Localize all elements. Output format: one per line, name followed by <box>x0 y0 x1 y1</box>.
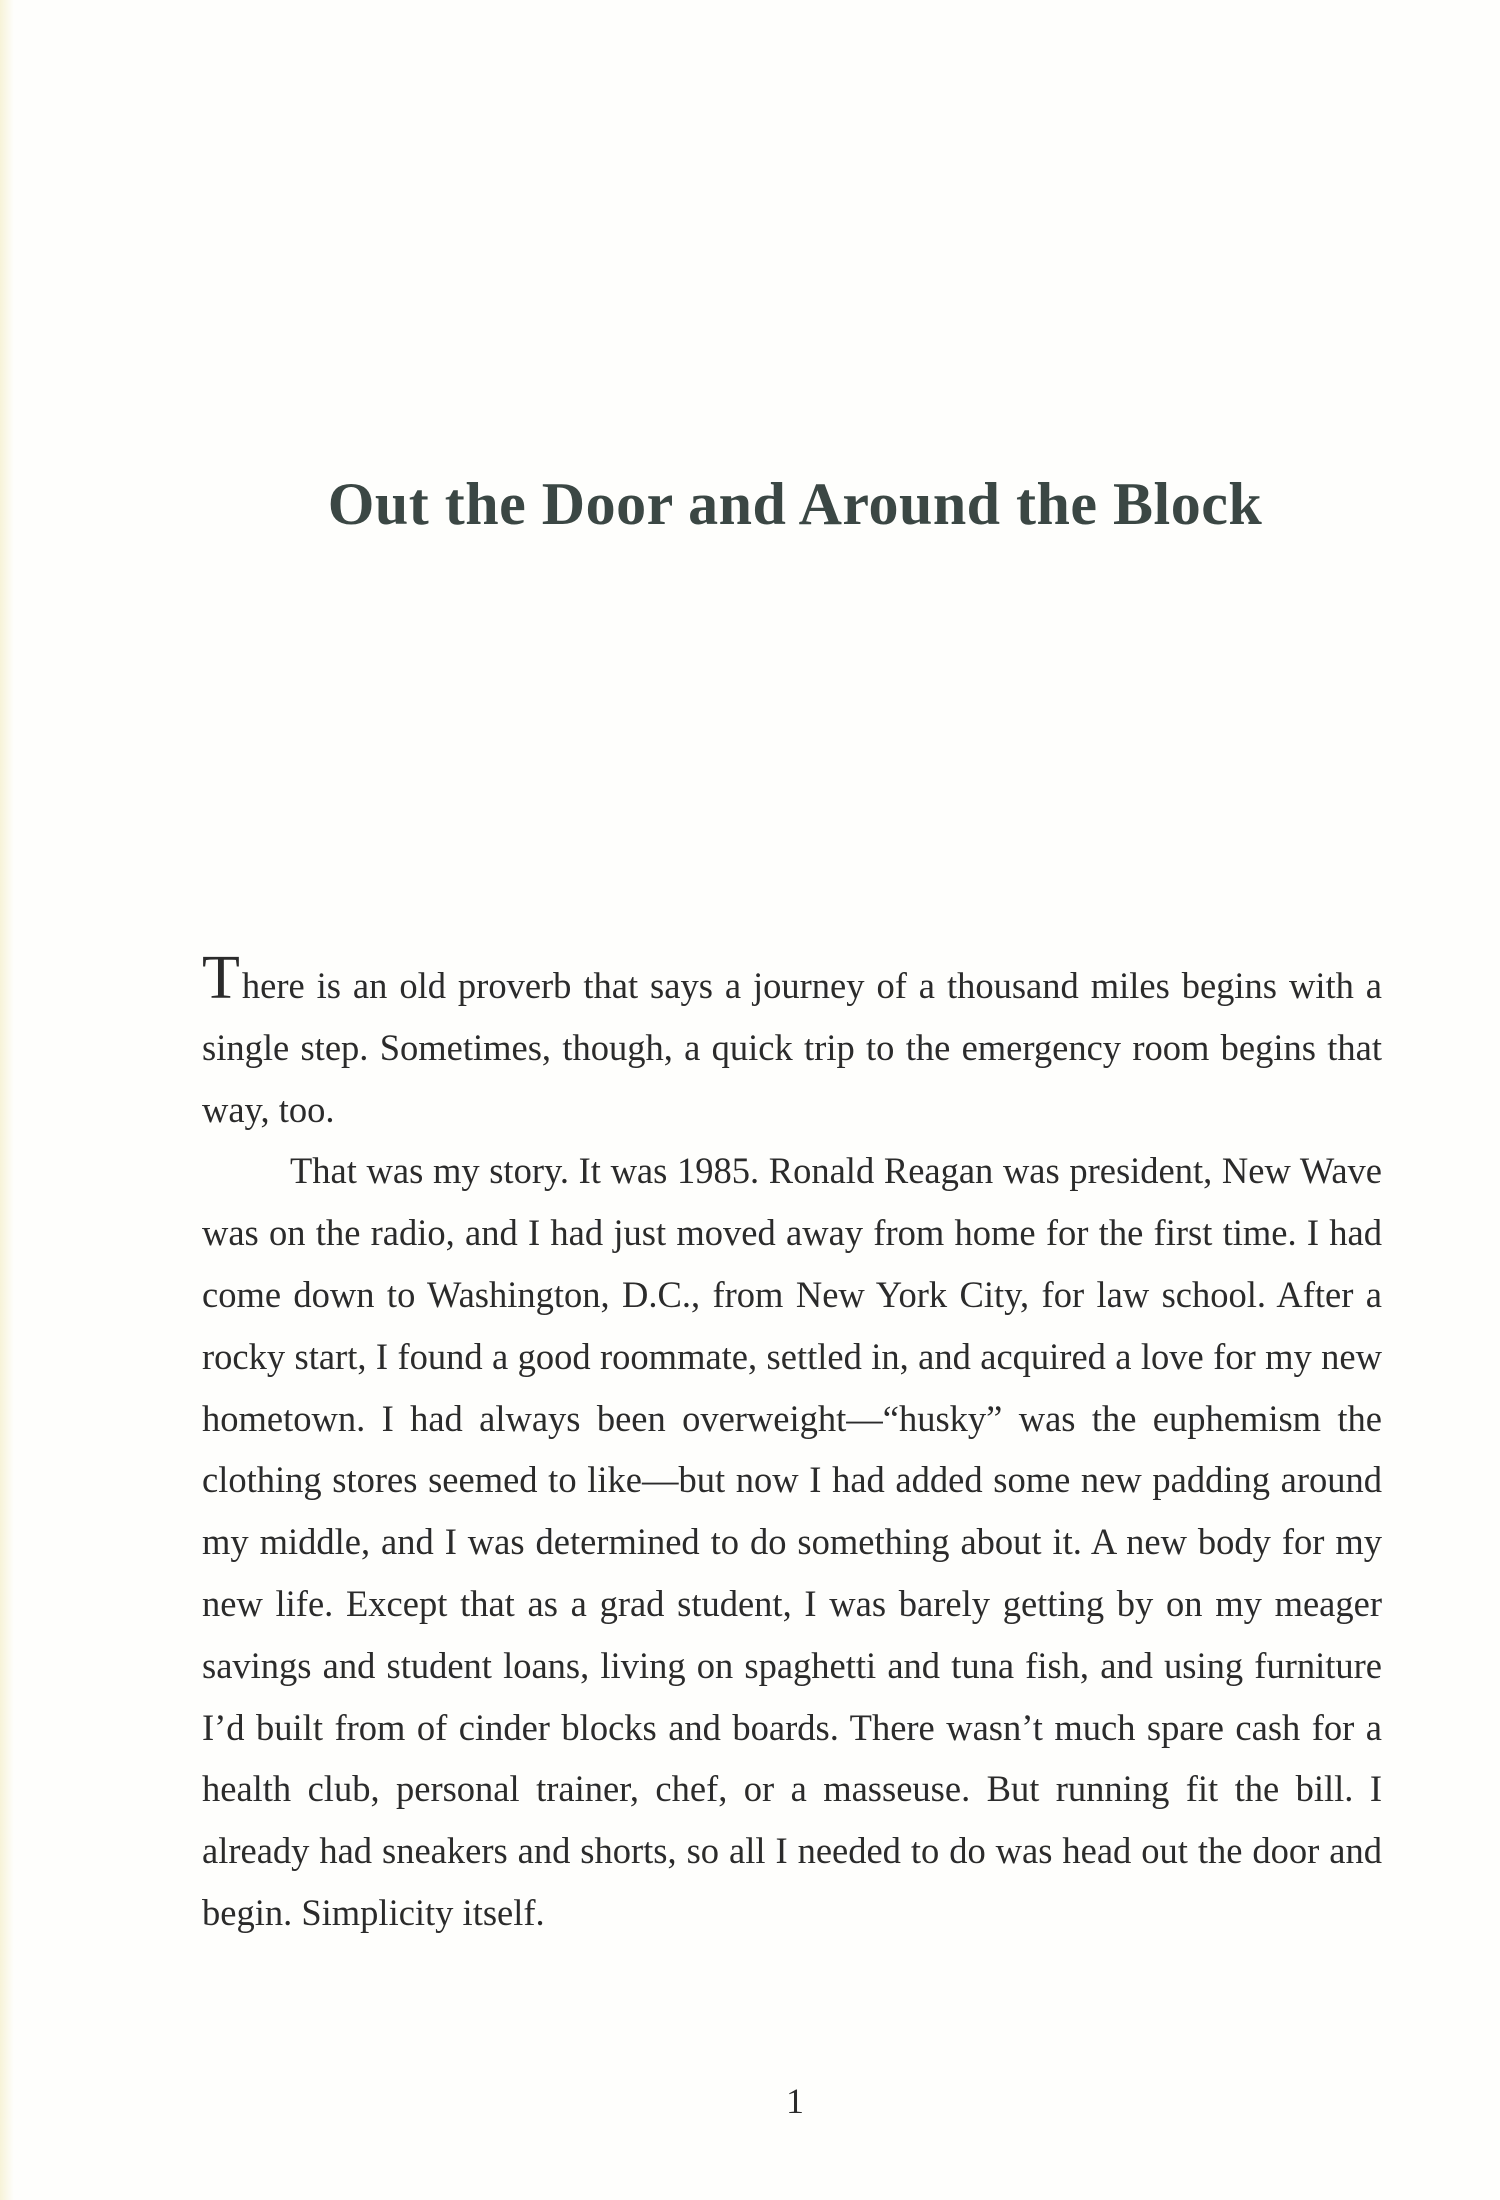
drop-cap: T <box>202 944 240 1012</box>
paragraph-2: That was my story. It was 1985. Ronald Reagan was president, New Wave was on the radio, and I had just moved away from home for the first time. I had come down to Washington, D.C., from New York City, for law school. After a rocky start, I found a good roommate, settled in, and acquired a love for my new hometown. I had always been overweight—“husky” was the euphemism the clothing stores seemed to like—but now I had added some new padding around my middle, and I was determined to do something about it. A new body for my new life. Except that as a grad student, I was barely getting by on my meager savings and student loans, living on spaghetti and tuna fish, and using furniture I’d built from of cinder blocks and boards. There wasn’t much spare cash for a health club, personal trainer, chef, or a masseuse. But running fit the bill. I already had sneakers and shorts, so all I needed to do was head out the door and begin. Simplicity itself. <box>202 1150 1382 1933</box>
chapter-title: Out the Door and Around the Block <box>327 471 1263 537</box>
body-text <box>202 944 1382 1944</box>
page-edge <box>0 0 14 2200</box>
paragraph-1-text: here is an old proverb that says a journey of a thousand miles begins with a single step. Sometimes, though, a quick trip to the emergency room begins that way, too. <box>202 965 1382 1130</box>
paragraph-1 <box>202 944 1382 1140</box>
page-number: 1 <box>786 2081 804 2121</box>
